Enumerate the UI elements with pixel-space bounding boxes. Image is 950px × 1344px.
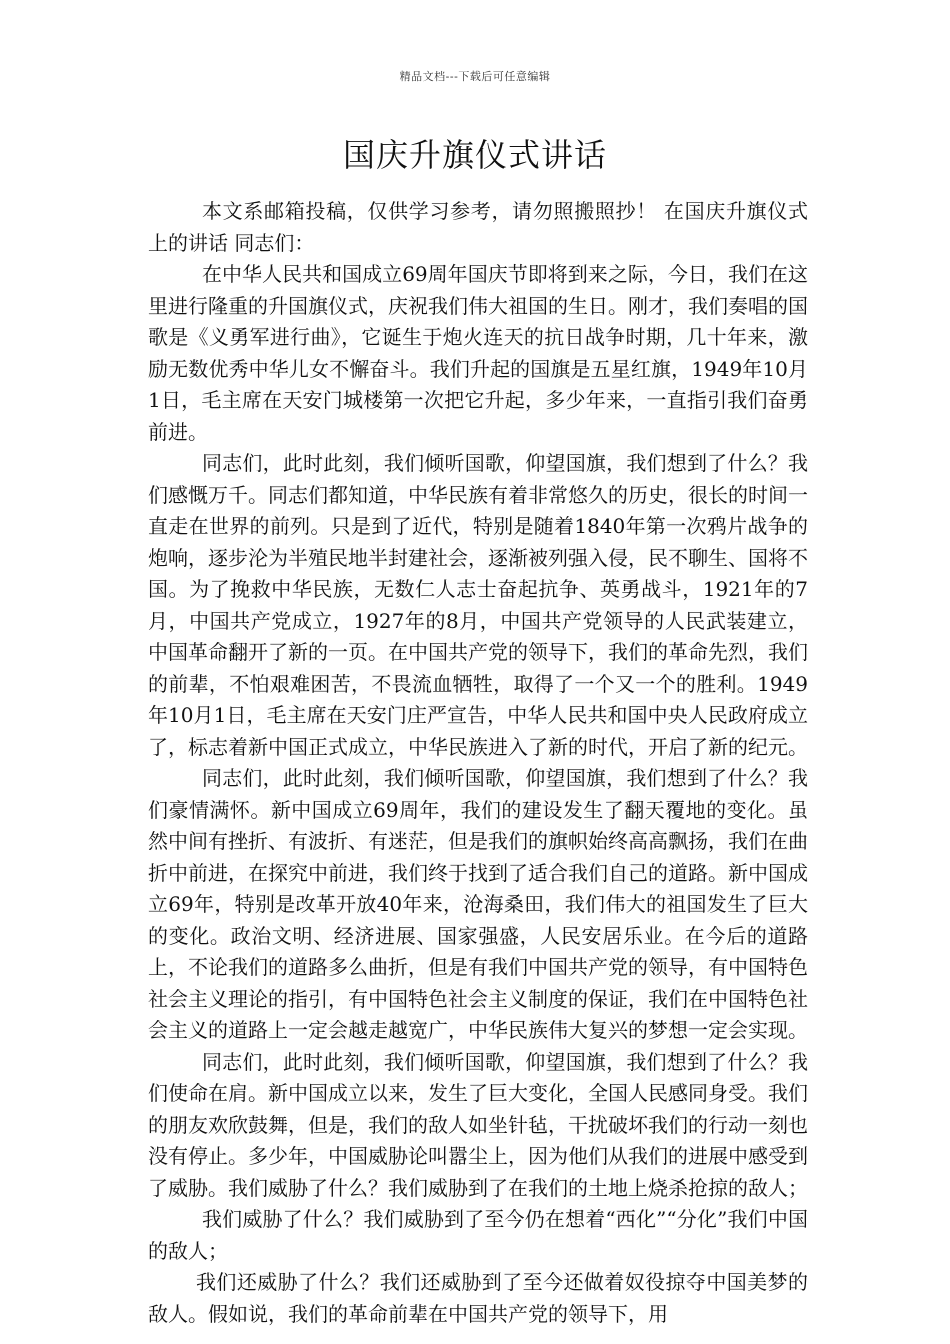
paragraph: 我们还威胁了什么？我们还威胁到了至今还做着奴役掠夺中国美梦的敌人。假如说，我们的革命前辈在中国共产党的领导下，用: [148, 1270, 808, 1326]
paragraph: 同志们，此时此刻，我们倾听国歌，仰望国旗，我们想到了什么？我们使命在肩。新中国成立以来，发生了巨大变化，全国人民感同身受。我们的朋友欢欣鼓舞，但是，我们的敌人如坐针毡，干扰破坏我们的行动一刻也没有停止。多少年，中国威胁论叫嚣尘上，因为他们从我们的进展中感受到了威胁。我们威胁了什么？我们威胁到了在我们的土地上烧杀抢掠的敌人；: [148, 1049, 808, 1200]
document-body: [148, 196, 808, 1330]
header-note: 精品文档---下载后可任意编辑: [399, 70, 551, 83]
paragraph: 同志们，此时此刻，我们倾听国歌，仰望国旗，我们想到了什么？我们感慨万千。同志们都知道，中华民族有着非常悠久的历史，很长的时间一直走在世界的前列。只是到了近代，特别是随着1840年第一次鸦片战争的炮响，逐步沦为半殖民地半封建社会，逐渐被列强入侵，民不聊生、国将不国。为了挽救中华民族，无数仁人志士奋起抗争、英勇战斗，1921年的7月，中国共产党成立，1927年的8月，中国共产党领导的人民武装建立，中国革命翻开了新的一页。在中国共产党的领导下，我们的革命先烈，我们的前辈，不怕艰难困苦，不畏流血牺牲，取得了一个又一个的胜利。1949年10月1日，毛主席在天安门庄严宣告，中华人民共和国中央人民政府成立了，标志着新中国正式成立，中华民族进入了新的时代，开启了新的纪元。: [148, 451, 808, 759]
page-title: 国庆升旗仪式讲话: [342, 136, 607, 174]
paragraph: 同志们，此时此刻，我们倾听国歌，仰望国旗，我们想到了什么？我们豪情满怀。新中国成立69周年，我们的建设发生了翻天覆地的变化。虽然中间有挫折、有波折、有迷茫，但是我们的旗帜始终高高飘扬，我们在曲折中前进，在探究中前进，我们终于找到了适合我们自己的道路。新中国成立69年，特别是改革开放40年来，沧海桑田，我们伟大的祖国发生了巨大的变化。政治文明、经济进展、国家强盛，人民安居乐业。在今后的道路上，不论我们的道路多么曲折，但是有我们中国共产党的领导，有中国特色社会主义理论的指引，有中国特色社会主义制度的保证，我们在中国特色社会主义的道路上一定会越走越宽广，中华民族伟大复兴的梦想一定会实现。: [148, 766, 808, 1042]
paragraph: 我们威胁了什么？我们威胁到了至今仍在想着“西化”“分化”我们中国的敌人；: [148, 1207, 808, 1263]
paragraph-intro: 本文系邮箱投稿，仅供学习参考，请勿照搬照抄！ 在国庆升旗仪式上的讲话 同志们：: [148, 199, 808, 255]
paragraph: 在中华人民共和国成立69周年国庆节即将到来之际，今日，我们在这里进行隆重的升国旗仪式，庆祝我们伟大祖国的生日。刚才，我们奏唱的国歌是《义勇军进行曲》，它诞生于炮火连天的抗日战争时期，几十年来，激励无数优秀中华儿女不懈奋斗。我们升起的国旗是五星红旗，1949年10月1日，毛主席在天安门城楼第一次把它升起，多少年来，一直指引我们奋勇前进。: [148, 262, 808, 444]
